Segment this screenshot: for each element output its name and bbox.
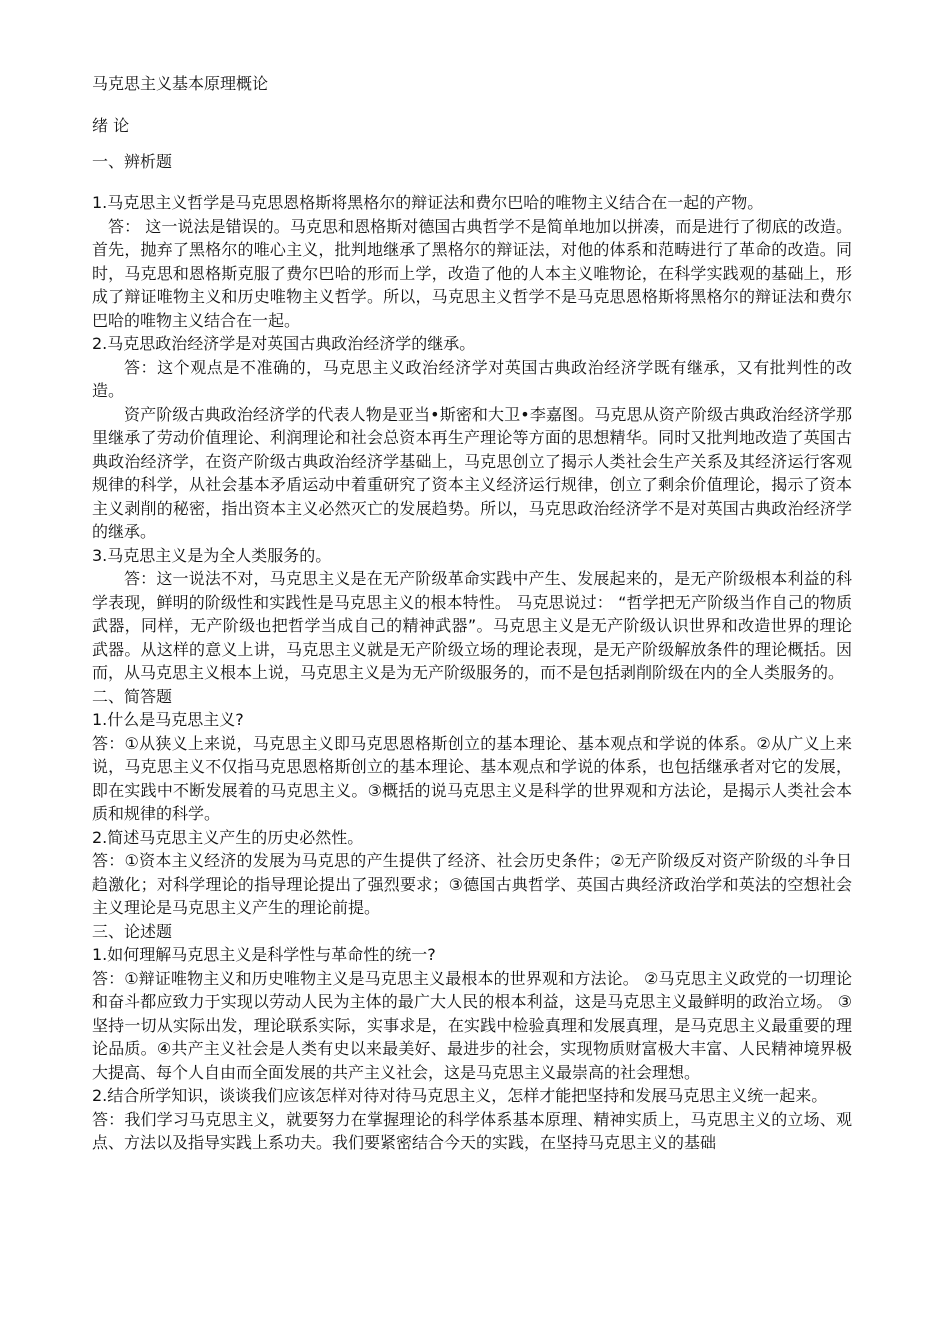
section-heading-1: 一、辨析题 (92, 152, 173, 171)
chapter-heading: 绪 论 (92, 116, 130, 135)
section-heading-2: 二、简答题 (92, 686, 173, 706)
answer-2-part-1: 答：这个观点是不准确的，马克思主义政治经济学对英国古典政治经济学既有继承，又有批判性的改造。 (92, 357, 852, 400)
answer-5: 答：①资本主义经济的发展为马克思的产生提供了经济、社会历史条件；②无产阶级反对资产阶级的斗争日趋激化；对科学理论的指导理论提出了强烈要求；③德国古典哲学、英国古典经济政治学和英法的空想社会主义理论是马克思主义产生的理论前提。 (92, 851, 852, 917)
question-6: 1.如何理解马克思主义是科学性与革命性的统一? (92, 945, 436, 964)
question-2: 2.马克思政治经济学是对英国古典政治经济学的继承。 (92, 334, 476, 353)
document-title: 马克思主义基本原理概论 (92, 74, 269, 93)
answer-2-part-2: 资产阶级古典政治经济学的代表人物是亚当•斯密和大卫•李嘉图。马克思从资产阶级古典政治经济学那里继承了劳动价值理论、利润理论和社会总资本再生产理论等方面的思想精华。同时又批判地改造了英国古典政治经济学，在资产阶级古典政治经济学基础上，马克思创立了揭示人类社会生产关系及其经济运行客观规律的科学，从社会基本矛盾运动中着重研究了资本主义经济运行规律，创立了剩余价值理论，揭示了资本主义剥削的秘密，指出资本主义必然灭亡的发展趋势。所以，马克思政治经济学不是对英国古典政治经济学的继承。 (92, 404, 852, 541)
answer-6: 答：①辩证唯物主义和历史唯物主义是马克思主义最根本的世界观和方法论。 ②马克思主义政党的一切理论和奋斗都应致力于实现以劳动人民为主体的最广大人民的根本利益，这是马克思主义最鲜明的政治立场。 ③坚持一切从实际出发，理论联系实际，实事求是，在实践中检验真理和发展真理，是马克思主义最重要的理论品质。④共产主义社会是人类有史以来最美好、最进步的社会，实现物质财富极大丰富、人民精神境界极大提高、每个人自由而全面发展的共产主义社会，这是马克思主义最崇高的社会理想。 (92, 968, 852, 1082)
answer-3: 答：这一说法不对，马克思主义是在无产阶级革命实践中产生、发展起来的，是无产阶级根本利益的科学表现，鲜明的阶级性和实践性是马克思主义的根本特性。 马克思说过： “哲学把无产阶级当作自己的物质武器，同样，无产阶级也把哲学当成自己的精神武器”。马克思主义是无产阶级认识世界和改造世界的理论武器。从这样的意义上讲，马克思主义就是无产阶级立场的理论表现，是无产阶级解放条件的理论概括。因而，从马克思主义根本上说，马克思主义是为无产阶级服务的，而不是包括剥削阶级在内的全人类服务的。 (92, 569, 852, 682)
question-3: 3.马克思主义是为全人类服务的。 (92, 545, 332, 565)
document-body (92, 191, 852, 1155)
answer-4: 答：①从狭义上来说，马克思主义即马克思恩格斯创立的基本理论、基本观点和学说的体系。②从广义上来说，马克思主义不仅指马克思恩格斯创立的基本理论、基本观点和学说的体系，也包括继承者对它的发展，即在实践中不断发展着的马克思主义。③概括的说马克思主义是科学的世界观和方法论，是揭示人类社会本质和规律的科学。 (92, 733, 852, 823)
question-4: 1.什么是马克思主义? (92, 710, 244, 729)
section-heading-3: 三、论述题 (92, 921, 173, 941)
question-7: 2.结合所学知识，谈谈我们应该怎样对待对待马克思主义，怎样才能把坚持和发展马克思主义统一起来。 (92, 1086, 828, 1105)
question-5: 2.简述马克思主义产生的历史必然性。 (92, 827, 364, 847)
answer-1: 答： 这一说法是错误的。马克思和恩格斯对德国古典哲学不是简单地加以拼凑，而是进行了彻底的改造。首先，抛弃了黑格尔的唯心主义，批判地继承了黑格尔的辩证法，对他的体系和范畴进行了革命的改造。同时，马克思和恩格斯克服了费尔巴哈的形而上学，改造了他的人本主义唯物论，在科学实践观的基础上，形成了辩证唯物主义和历史唯物主义哲学。所以，马克思主义哲学不是马克思恩格斯将黑格尔的辩证法和费尔巴哈的唯物主义结合在一起。 (92, 216, 852, 330)
answer-7: 答：我们学习马克思主义，就要努力在掌握理论的科学体系基本原理、精神实质上，马克思主义的立场、观点、方法以及指导实践上系功夫。我们要紧密结合今天的实践，在坚持马克思主义的基础 (92, 1109, 852, 1152)
question-1: 1.马克思主义哲学是马克思恩格斯将黑格尔的辩证法和费尔巴哈的唯物主义结合在一起的产物。 (92, 193, 764, 212)
